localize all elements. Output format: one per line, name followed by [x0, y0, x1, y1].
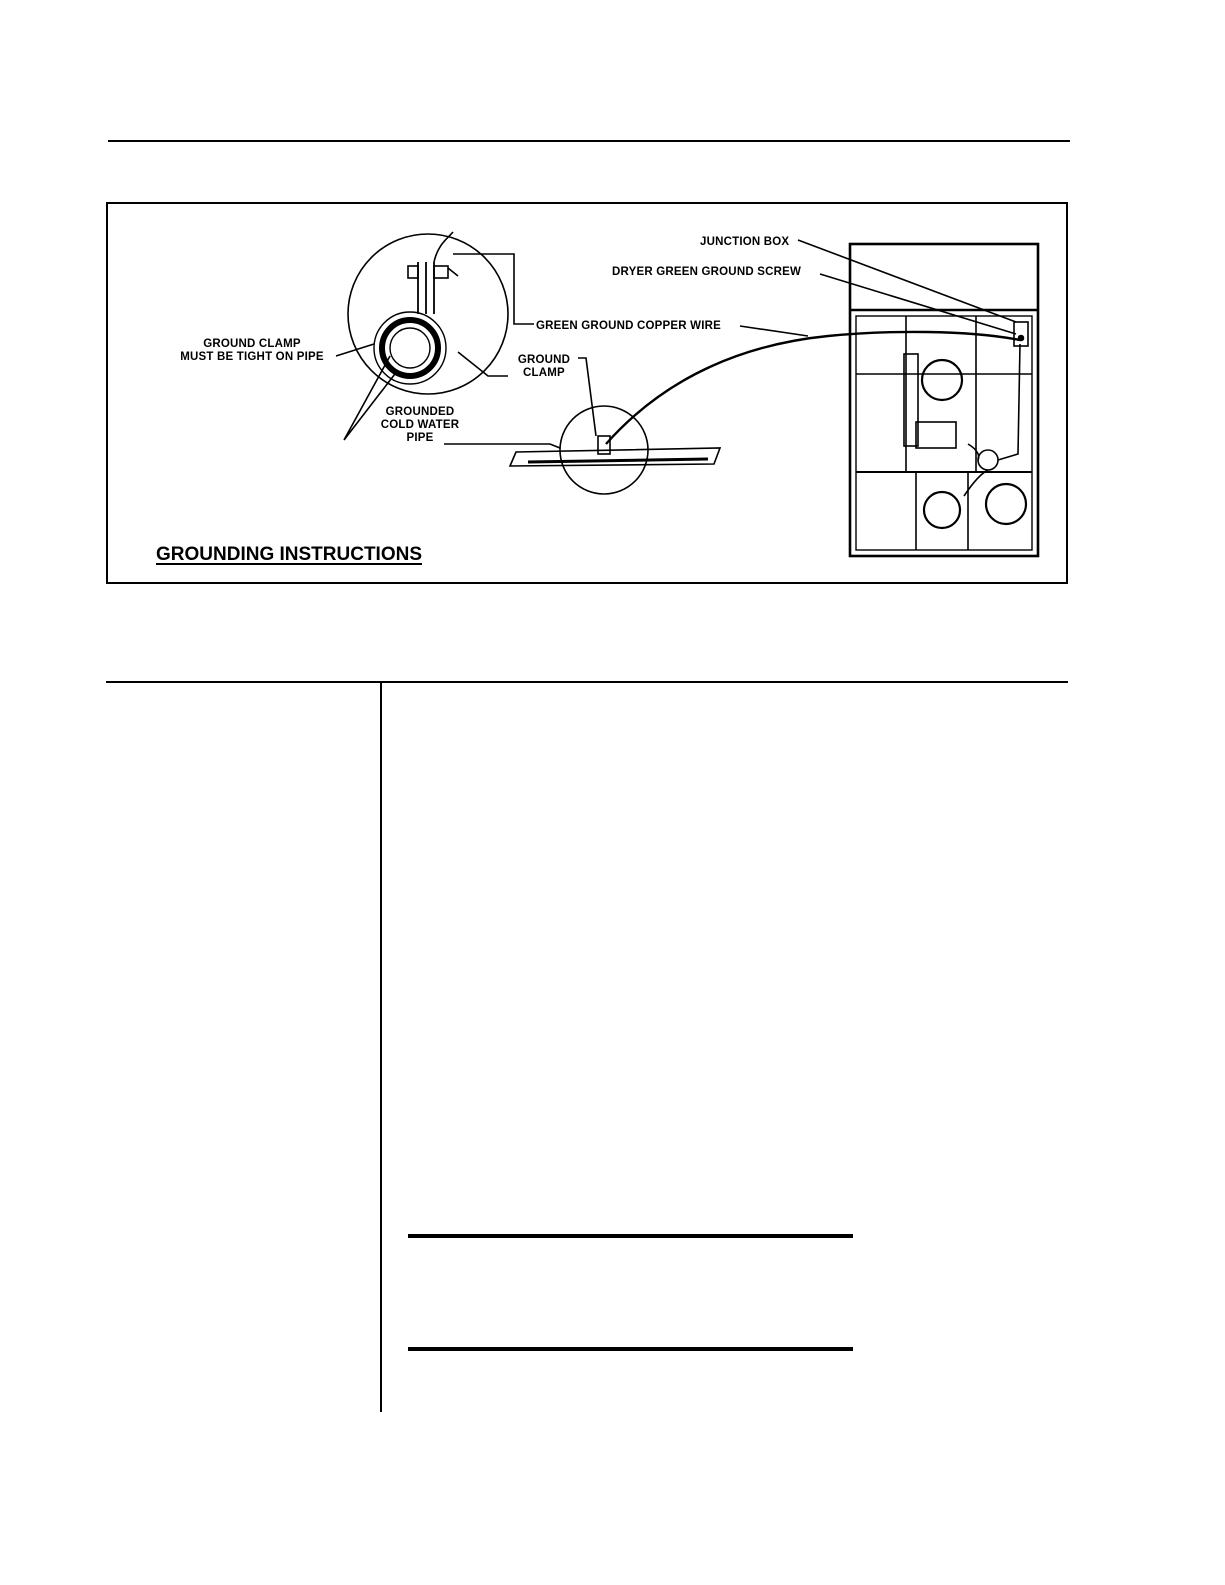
blank-field-line-2	[408, 1347, 853, 1351]
water-pipe	[510, 448, 720, 466]
section-rule	[106, 681, 1068, 683]
cold-water-pipe-label	[372, 406, 468, 445]
grounding-diagram	[108, 204, 1066, 582]
green-ground-copper-wire-label: GREEN GROUND COPPER WIRE	[536, 320, 721, 332]
dryer-motor	[978, 450, 998, 470]
dryer-drum-lower-right	[986, 484, 1026, 524]
column-divider	[380, 682, 382, 1412]
dryer-drum-upper	[922, 360, 962, 400]
cold-water-pipe-line2: COLD WATER	[380, 419, 460, 431]
pipe-clamp	[598, 436, 610, 454]
top-rule	[108, 140, 1070, 142]
ground-clamp-tight-label	[164, 338, 340, 364]
ground-clamp-label	[508, 354, 580, 380]
ground-screw	[1019, 336, 1024, 341]
ground-clamp-tight-line2: MUST BE TIGHT ON PIPE	[180, 351, 324, 363]
grounding-figure	[106, 202, 1068, 584]
figure-caption: GROUNDING INSTRUCTIONS	[156, 544, 422, 565]
junction-box	[1014, 322, 1028, 346]
green-ground-copper-wire	[606, 332, 1020, 444]
leader-ground-clamp	[458, 352, 508, 376]
cold-water-pipe-line3: PIPE	[406, 432, 434, 444]
junction-box-label: JUNCTION BOX	[700, 236, 790, 248]
ground-clamp-line1: GROUND	[517, 354, 571, 366]
ground-clamp-line2: CLAMP	[523, 367, 565, 379]
dryer-drum-lower-left	[924, 492, 960, 528]
leader-copper-wire	[740, 326, 808, 336]
ground-clamp-tight-line1: GROUND CLAMP	[203, 338, 301, 350]
blank-field-line-1	[408, 1234, 853, 1238]
cold-water-pipe-line1: GROUNDED	[385, 406, 455, 418]
dryer-green-ground-screw-label: DRYER GREEN GROUND SCREW	[612, 266, 802, 278]
